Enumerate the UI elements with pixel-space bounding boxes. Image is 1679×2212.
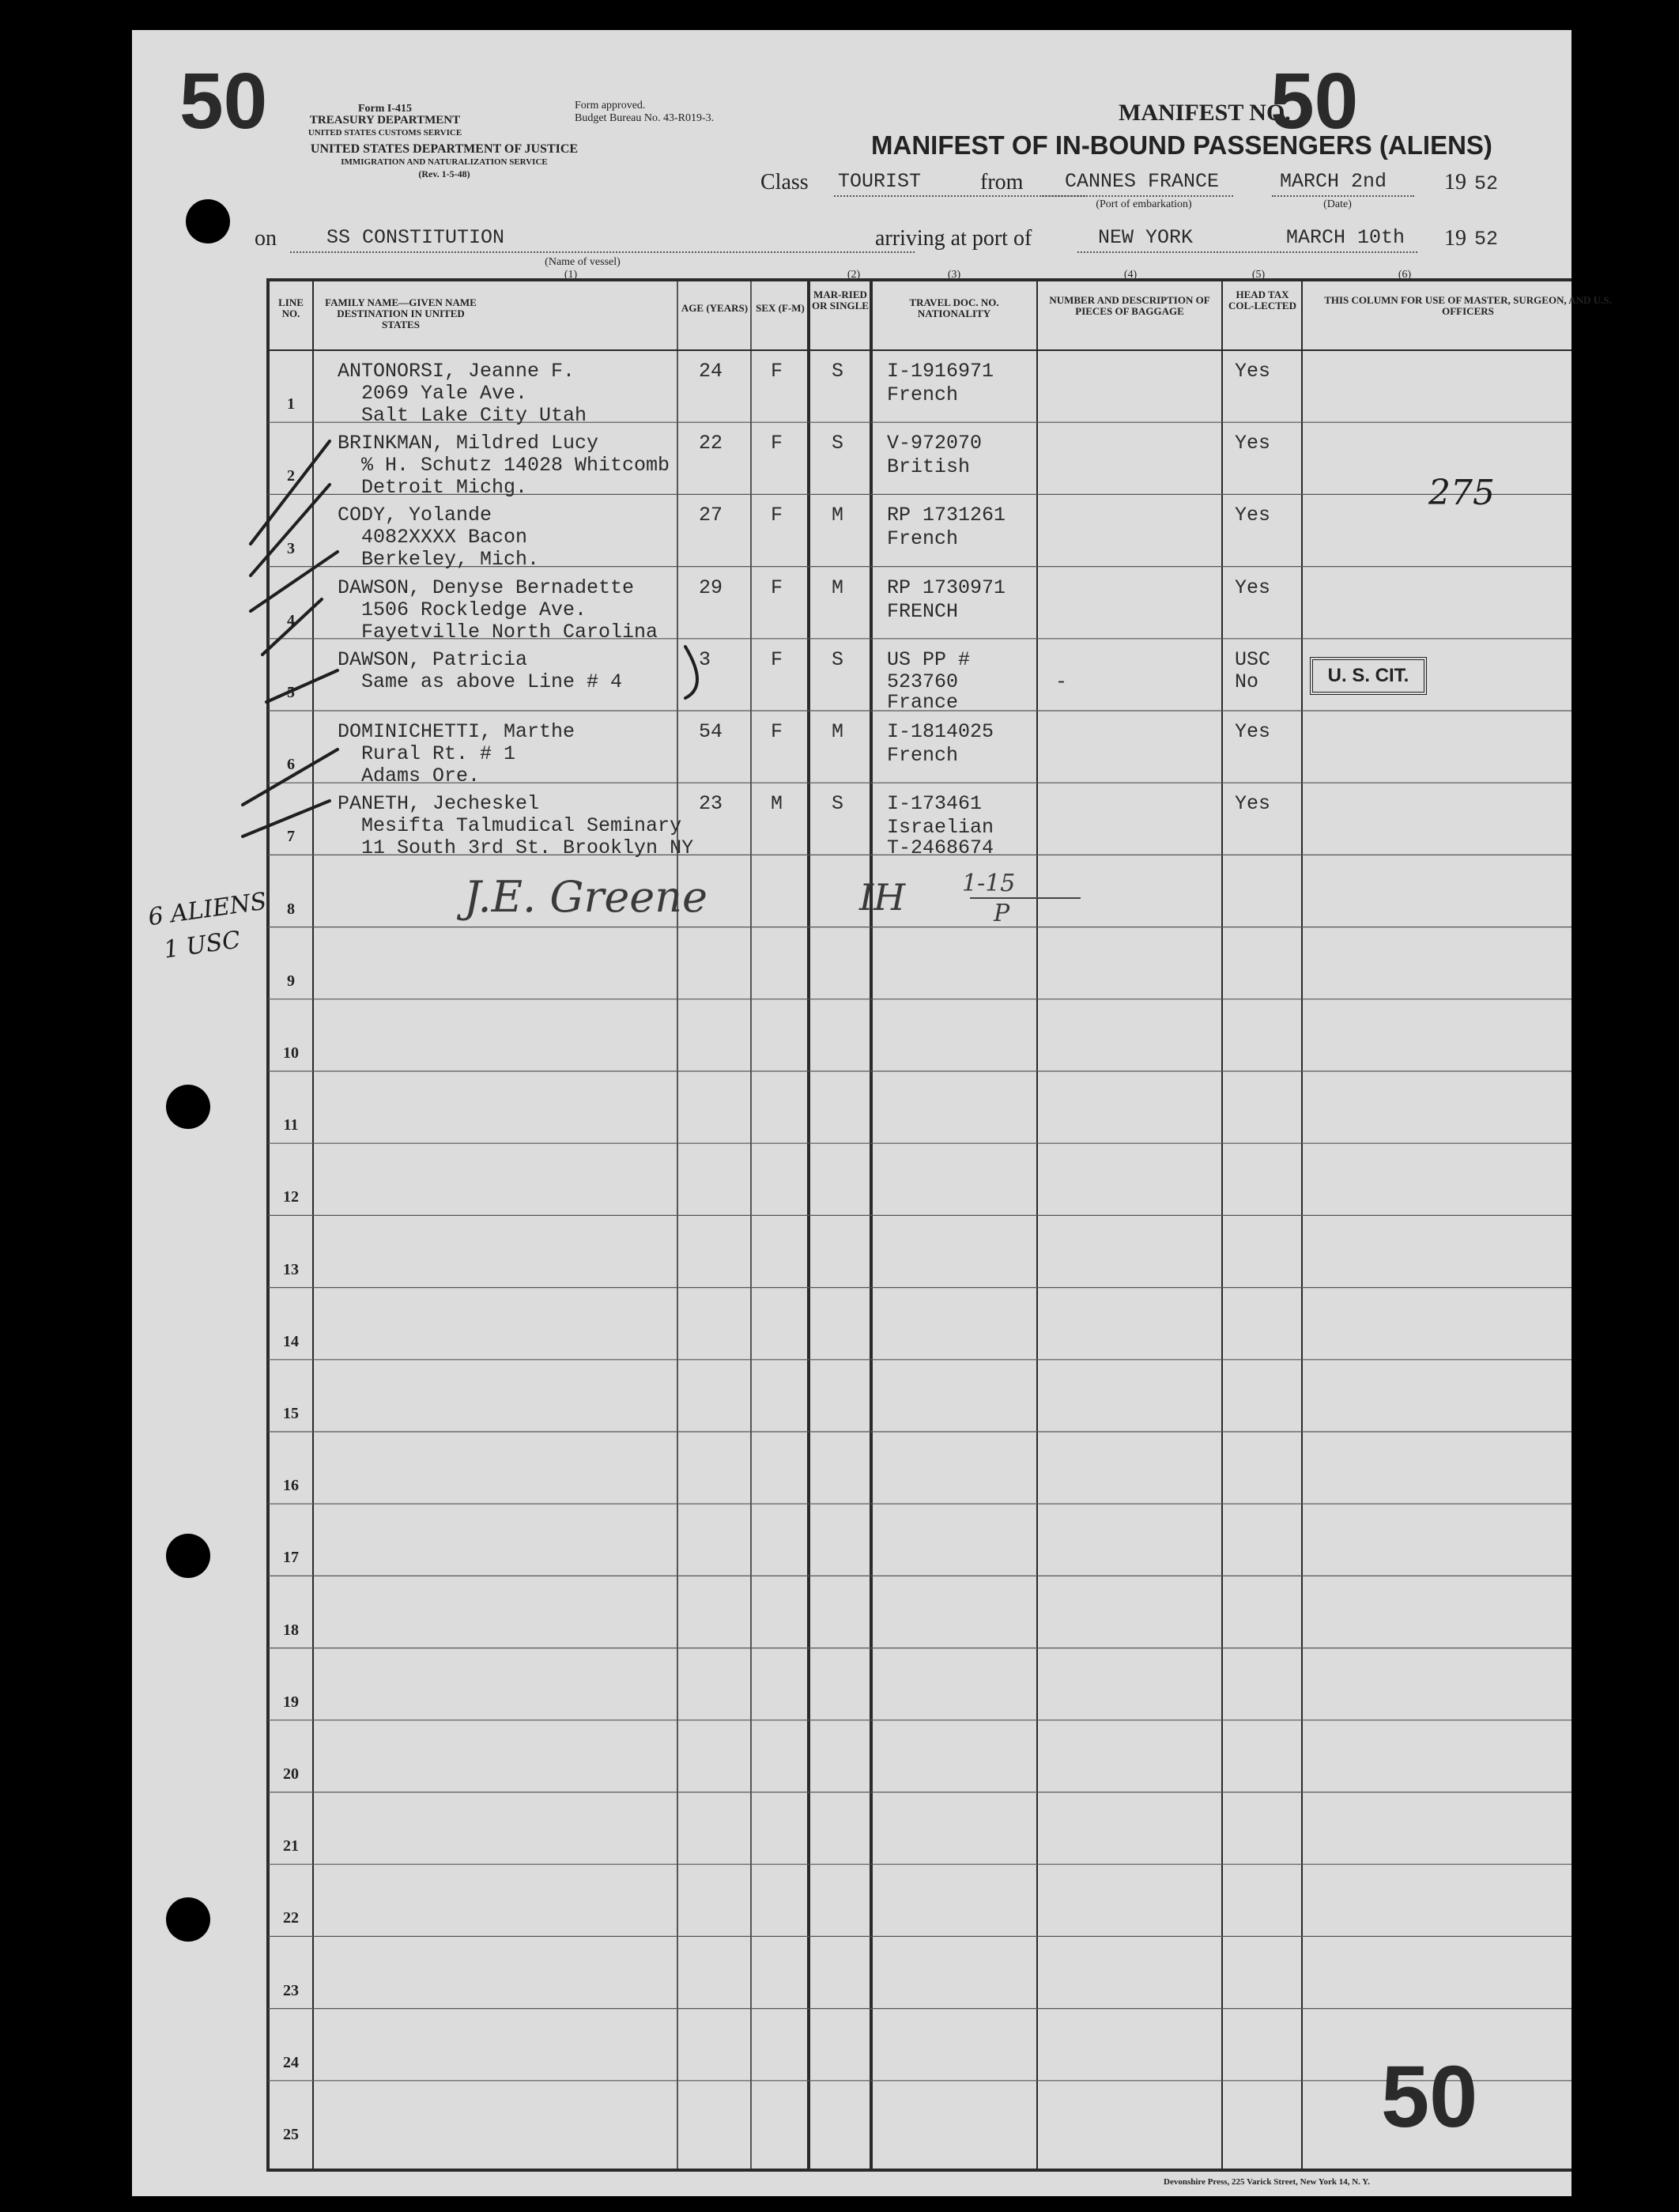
embark-year-prefix: 19 — [1444, 170, 1466, 194]
col-header-sex: SEX (F-M) — [756, 302, 805, 314]
nationality: FRENCH — [887, 599, 959, 623]
line-number: 23 — [283, 1981, 299, 1999]
handwritten-275: 275 — [1428, 473, 1495, 513]
col-num-6: (6) — [1398, 269, 1412, 281]
passenger-name: CODY, Yolande — [338, 504, 492, 527]
line-number: 3 — [287, 539, 295, 557]
col-num-1: (1) — [564, 269, 578, 281]
travel-document: I-1814025 — [887, 720, 994, 743]
passenger-address-1: 1506 Rockledge Ave. — [361, 598, 587, 621]
marital-status: S — [832, 792, 844, 816]
travel-document: RP 1730971 — [887, 576, 1006, 599]
on-label: on — [255, 226, 277, 251]
passenger-address-1: Mesifta Talmudical Seminary — [361, 814, 682, 838]
passenger-sex: F — [771, 432, 783, 455]
col-num-3: (3) — [947, 269, 961, 281]
line-number: 24 — [283, 2053, 299, 2071]
serial-stamp-left: 50 — [179, 57, 268, 145]
passenger-age: 22 — [699, 432, 723, 455]
head-tax: Yes — [1235, 720, 1271, 743]
us-citizen-stamp: U. S. CIT. — [1310, 657, 1427, 695]
officer-signature: J.E. Greene — [464, 872, 707, 922]
passenger-sex: F — [771, 504, 783, 527]
col-num-5: (5) — [1251, 269, 1266, 281]
nationality: French — [887, 744, 959, 767]
passenger-sex: F — [771, 360, 783, 383]
nationality: Israelian — [887, 816, 994, 840]
col-header-baggage: NUMBER AND DESCRIPTION OF PIECES OF BAGGAGE — [1049, 294, 1210, 317]
col-header-age: AGE (YEARS) — [681, 302, 749, 314]
travel-document: I-173461 — [887, 792, 983, 816]
line-number: 17 — [283, 1549, 299, 1567]
binder-hole — [166, 1534, 210, 1578]
marital-status: S — [832, 360, 844, 383]
arriving-label: arriving at port of — [875, 226, 1032, 251]
signature-initials: IH — [859, 876, 906, 919]
arrival-year: 52 — [1474, 228, 1499, 251]
class-label: Class — [760, 170, 809, 194]
passenger-address-2: Fayetville North Carolina — [361, 620, 658, 644]
arrival-date: MARCH 10th — [1286, 226, 1405, 249]
from-label: from — [980, 170, 1024, 194]
line-number: 21 — [283, 1837, 299, 1855]
marital-status: M — [832, 504, 844, 527]
binder-hole — [186, 199, 230, 243]
passenger-address-2: Adams Ore. — [361, 764, 481, 787]
col-header-headtax: HEAD TAX COL-LECTED — [1228, 289, 1296, 311]
passenger-address-1: 2069 Yale Ave. — [361, 382, 528, 405]
manifest-sheet — [132, 30, 1612, 2196]
manifest-title: MANIFEST OF IN-BOUND PASSENGERS (ALIENS) — [871, 130, 1492, 160]
passenger-name: DAWSON, Patricia — [338, 647, 528, 671]
passenger-age: 29 — [699, 576, 723, 599]
passenger-name: BRINKMAN, Mildred Lucy — [338, 432, 599, 455]
date-caption: (Date) — [1323, 198, 1352, 210]
line-number: 25 — [283, 2126, 299, 2143]
col-header-officers: THIS COLUMN FOR USE OF MASTER, SURGEON, AND U.S. OFFICERS — [1324, 294, 1612, 317]
travel-document-3: T-2468674 — [887, 836, 994, 860]
form-approved: Form approved. — [575, 100, 646, 111]
line-number: 11 — [283, 1116, 299, 1134]
passenger-address-2: Salt Lake City Utah — [361, 404, 587, 427]
line-number: 13 — [283, 1260, 299, 1278]
binder-hole — [166, 1085, 210, 1129]
travel-document: I-1916971 — [887, 360, 994, 383]
line-number: 19 — [283, 1693, 299, 1711]
passenger-address-2: Berkeley, Mich. — [361, 548, 540, 572]
passenger-address-1: % H. Schutz 14028 Whitcomb — [361, 454, 670, 478]
line-number: 9 — [287, 972, 295, 990]
marital-status: M — [832, 576, 844, 599]
col-num-2: (2) — [847, 269, 861, 281]
baggage: - — [1055, 670, 1068, 693]
passenger-address-1: Rural Rt. # 1 — [361, 742, 516, 765]
line-number: 22 — [283, 1909, 299, 1927]
marital-status: S — [832, 432, 844, 455]
line-number: 5 — [287, 684, 295, 701]
treasury-label: TREASURY DEPARTMENT — [309, 114, 461, 126]
binder-hole — [166, 1897, 210, 1942]
nationality: French — [887, 383, 959, 406]
customs-label: UNITED STATES CUSTOMS SERVICE — [308, 128, 462, 138]
nationality: British — [887, 455, 971, 479]
passenger-address-2: Detroit Michg. — [361, 476, 528, 500]
line-number: 7 — [287, 828, 295, 846]
line-number: 2 — [287, 467, 295, 485]
line-number: 4 — [287, 611, 295, 629]
manifest-grid — [132, 30, 1571, 2196]
passenger-name: ANTONORSI, Jeanne F. — [338, 360, 575, 383]
passenger-age: 27 — [699, 504, 723, 527]
passenger-sex: F — [771, 647, 783, 671]
passenger-address-1: Same as above Line # 4 — [361, 670, 623, 693]
line-number: 16 — [283, 1477, 299, 1495]
passenger-name: PANETH, Jecheskel — [338, 792, 540, 816]
head-tax: Yes — [1235, 792, 1271, 816]
printer-credit: Devonshire Press, 225 Varick Street, New York 14, N. Y. — [1164, 2177, 1370, 2187]
form-number: Form I-415 — [357, 103, 413, 115]
marital-status: M — [832, 720, 844, 743]
line-number: 14 — [283, 1332, 299, 1350]
line-number: 1 — [287, 395, 295, 413]
from-value: CANNES FRANCE — [1065, 170, 1220, 193]
manifest-number: 50 — [1270, 57, 1359, 145]
passenger-name: DAWSON, Denyse Bernadette — [338, 576, 635, 599]
col-header-married: MAR-RIED OR SINGLE — [812, 289, 869, 311]
fraction-bottom: P — [994, 900, 1010, 927]
arrival-year-prefix: 19 — [1444, 226, 1466, 251]
port-embark-caption: (Port of embarkation) — [1096, 198, 1192, 210]
nationality: France — [887, 690, 959, 714]
passenger-age: 3 — [699, 647, 711, 671]
col-header-name: FAMILY NAME—GIVEN NAME DESTINATION IN UNITED STATES — [325, 296, 477, 330]
col-header-line: LINE NO. — [278, 296, 304, 319]
fraction-top: 1-15 — [962, 870, 1016, 897]
manifest-no-label: MANIFEST NO. — [1119, 100, 1291, 126]
line-number: 6 — [287, 756, 295, 774]
margin-note-aliens: 6 ALIENS — [146, 887, 269, 932]
passenger-age: 24 — [699, 360, 723, 383]
serial-stamp-bottom: 50 — [1381, 2048, 1478, 2146]
justice-label: UNITED STATES DEPARTMENT OF JUSTICE — [310, 142, 579, 156]
head-tax-2: No — [1235, 670, 1259, 693]
vessel-name: SS CONSTITUTION — [326, 226, 505, 249]
head-tax: USC — [1235, 647, 1271, 671]
line-number: 12 — [283, 1188, 299, 1206]
passenger-age: 23 — [699, 792, 723, 816]
line-number: 8 — [287, 900, 295, 918]
passenger-age: 54 — [699, 720, 723, 743]
passenger-address-1: 4082XXXX Bacon — [361, 526, 528, 549]
budget-bureau: Budget Bureau No. 43-R019-3. — [575, 112, 715, 124]
travel-document: V-972070 — [887, 432, 983, 455]
line-number: 15 — [283, 1405, 299, 1422]
embark-year: 52 — [1474, 172, 1499, 195]
col-header-travel: TRAVEL DOC. NO. NATIONALITY — [909, 296, 999, 319]
arrival-port: NEW YORK — [1098, 226, 1194, 249]
rev-label: (Rev. 1-5-48) — [418, 168, 470, 179]
passenger-sex: F — [771, 720, 783, 743]
line-number: 10 — [283, 1044, 299, 1062]
travel-document: RP 1731261 — [887, 504, 1006, 527]
line-number: 18 — [283, 1621, 299, 1639]
passenger-sex: F — [771, 576, 783, 599]
head-tax: Yes — [1235, 360, 1271, 383]
travel-document-2: 523760 — [887, 670, 959, 693]
passenger-address-2: 11 South 3rd St. Brooklyn NY — [361, 836, 694, 860]
line-number: 20 — [283, 1765, 299, 1783]
fraction-bar — [970, 897, 1081, 899]
class-value: TOURIST — [838, 170, 922, 193]
travel-document: US PP # — [887, 647, 971, 671]
head-tax: Yes — [1235, 432, 1271, 455]
marital-status: S — [832, 647, 844, 671]
margin-note-usc: 1 USC — [162, 926, 243, 964]
vessel-caption: (Name of vessel) — [545, 256, 621, 268]
head-tax: Yes — [1235, 576, 1271, 599]
ins-label: IMMIGRATION AND NATURALIZATION SERVICE — [341, 157, 548, 167]
passenger-name: DOMINICHETTI, Marthe — [338, 720, 575, 743]
col-num-4: (4) — [1123, 269, 1138, 281]
head-tax: Yes — [1235, 504, 1271, 527]
nationality: French — [887, 527, 959, 551]
embark-date: MARCH 2nd — [1280, 170, 1387, 193]
passenger-sex: M — [771, 792, 783, 816]
